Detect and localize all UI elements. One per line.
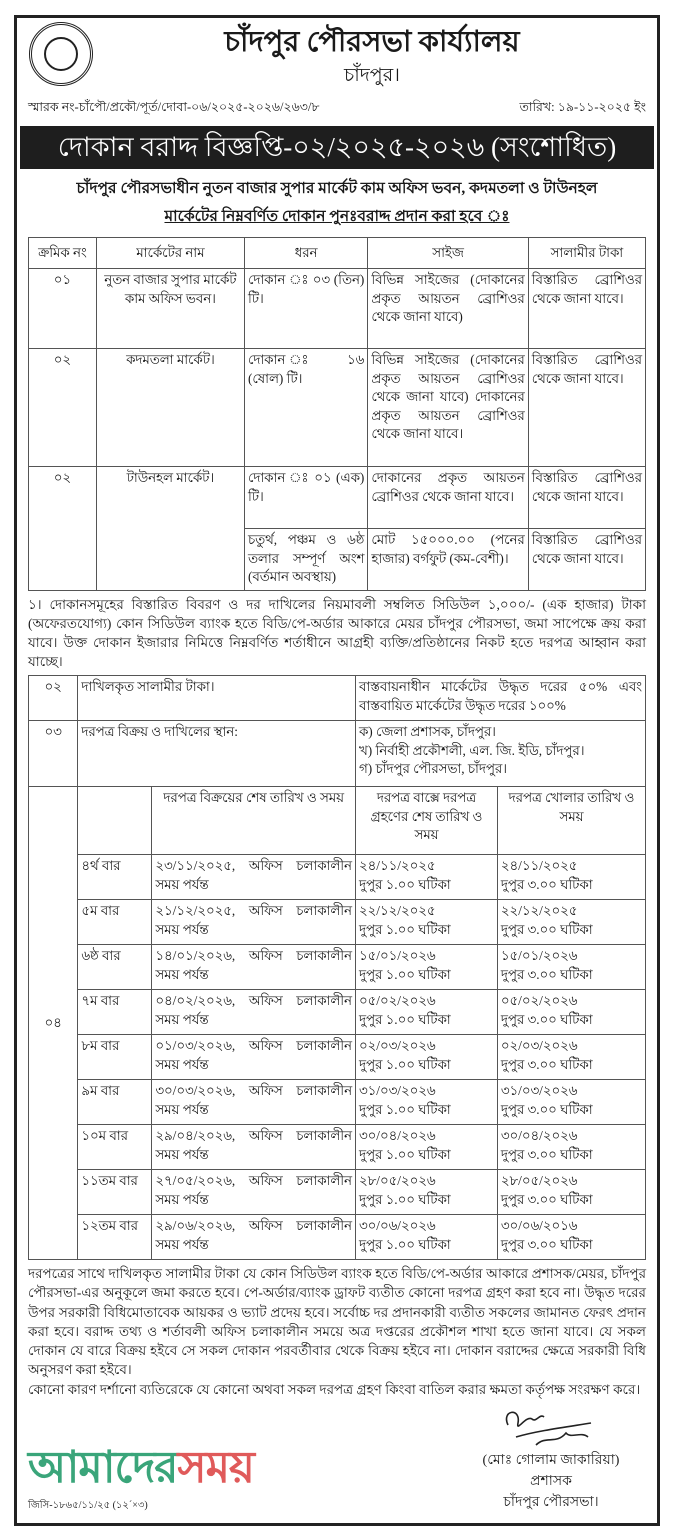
opening-cell [497,1215,645,1260]
sale-deadline-cell: ২১/১২/২০২৫, অফিস চলাকালীন সময় পর্যন্ত [152,900,356,945]
type-cell: দোকান ঃ ০৩ (তিন) টি। [244,269,367,349]
table-row [29,467,646,529]
receive-deadline-cell [356,945,498,990]
schedule-row [29,855,646,900]
label-cell: দাখিলকৃত সালামীর টাকা। [78,676,356,721]
signatory-name: (মোঃ গোলাম জাকারিয়া) [482,1453,620,1469]
receive-deadline-cell [356,1125,498,1170]
tender-terms-table [28,675,646,1260]
size-cell: বিভিন্ন সাইজের (দোকানের প্রকৃত আয়তন ব্রোশিওর থেকে জানা যাবে) [368,269,528,349]
receive-date: ২৮/০৫/২০২৬ [359,1173,436,1188]
opening-time: দুপুর ৩.০০ ঘটিকা [500,1236,593,1252]
place-item: খ) নির্বাহী প্রকৌশলী, এল. জি. ইডি, চাঁদপুর। [359,742,585,758]
opening-time: দুপুর ৩.০০ ঘটিকা [500,1191,593,1207]
schedule-row [29,1170,646,1215]
schedule-body [29,787,646,1260]
table-row [29,676,646,721]
receive-deadline-header: দরপত্র বাক্সে দরপত্র গ্রহণের শেষ তারিখ ও সময় [356,787,498,855]
table-row [29,349,646,467]
receive-date: ২২/১২/২০২৫ [359,903,436,918]
signatory-designation: প্রশাসক [530,1474,572,1490]
opening-cell [497,945,645,990]
round-cell: ১২তম বার [78,1215,152,1260]
opening-cell [497,1125,645,1170]
type-cell: চতুর্থ, পঞ্চম ও ৬ষ্ঠ তলার সম্পূর্ণ অংশ (বর্তমান অবস্থায়) [244,529,367,591]
opening-cell [497,900,645,945]
market-name-cell: কদমতলা মার্কেট। [96,349,244,467]
sale-deadline-cell: ১৪/০১/২০২৬, অফিস চলাকালীন সময় পর্যন্ত [152,945,356,990]
salami-cell: বিস্তারিত ব্রোশিওর থেকে জানা যাবে। [528,269,645,349]
size-cell: দোকানের প্রকৃত আয়তন ব্রোশিওর থেকে জানা যাবে। [368,467,528,529]
opening-date: ১৫/০১/২০২৬ [500,948,578,963]
places-cell [356,721,646,787]
sale-deadline-header: দরপত্র বিক্রয়ের শেষ তারিখ ও সময় [152,787,356,855]
type-cell: দোকান ঃ ১৬ (ষোল) টি। [244,349,367,467]
opening-time: দুপুর ৩.০০ ঘটিকা [500,966,593,982]
market-shops-table [28,237,646,591]
round-header-cell [78,787,152,855]
receive-time: দুপুর ১.০০ ঘটিকা [359,1011,451,1027]
salami-cell: বিস্তারিত ব্রোশিওর থেকে জানা যাবে। [528,467,645,529]
receive-time: দুপুর ১.০০ ঘটিকা [359,1056,451,1072]
watermark-part-1: আমাদের [28,1443,178,1493]
receive-time: দুপুর ১.০০ ঘটিকা [359,1236,451,1252]
opening-time: দুপুর ৩.০০ ঘটিকা [500,876,593,892]
serial-cell: ০১ [29,269,97,349]
sale-deadline-cell: ০৪/০২/২০২৬, অফিস চলাকালীন সময় পর্যন্ত [152,990,356,1035]
receive-date: ০৫/০২/২০২৬ [359,993,436,1008]
salami-cell: বিস্তারিত ব্রোশিওর থেকে জানা যাবে। [528,349,645,467]
opening-time: দুপুর ৩.০০ ঘটিকা [500,1146,593,1162]
intro-text [28,175,646,231]
receive-deadline-cell [356,1170,498,1215]
municipality-seal-logo [29,22,93,86]
notice-border [14,15,660,1526]
office-title: চাঁদপুর পৌরসভা কার্য্যালয় [224,26,520,58]
watermark-part-2: সময় [177,1443,254,1493]
round-cell: ৯ম বার [78,1080,152,1125]
table-header-row [29,238,646,269]
col-salami: সালামীর টাকা [528,238,645,269]
round-cell: ৫ম বার [78,900,152,945]
market-name-cell: টাউনহল মার্কেট। [96,467,244,591]
signatory-block [456,1450,646,1513]
newspaper-watermark [28,1441,254,1495]
serial-cell: ০২ [29,676,78,721]
signatory-office: চাঁদপুর পৌরসভা। [503,1495,599,1511]
bottom-left [28,1441,254,1513]
bottom-section [28,1405,646,1513]
serial-cell: ০৪ [29,787,78,1260]
authority-paragraph: কোনো কারণ দর্শানো ব্যতিরেকে যে কোনো অথবা সকল দরপত্র গ্রহণ কিংবা বাতিল করার ক্ষমতা কর্তৃপক্ষ সংরক্ষণ করে। [28,1381,641,1397]
sale-deadline-cell: ২৭/০৫/২০২৬, অফিস চলাকালীন সময় পর্যন্ত [152,1170,356,1215]
salami-cell: বিস্তারিত ব্রোশিওর থেকে জানা যাবে। [528,529,645,591]
opening-cell [497,1080,645,1125]
opening-date: ০২/০৩/২০২৬ [500,1038,578,1053]
table-row [29,721,646,787]
schedule-row [29,900,646,945]
receive-deadline-cell [356,1035,498,1080]
schedule-row [29,945,646,990]
value-cell: বাস্তবায়নাধীন মার্কেটের উদ্ধৃত দরের ৫০% এবং বাস্তবায়িত মার্কেটের উদ্ধৃত দরের ১০০% [356,676,646,721]
memo-number: স্মারক নং-চাঁপৌ/প্রকৌ/পূর্ত/দোবা-০৬/২০২৫-২০২৬/২৬৩/৮ [28,100,320,114]
intro-line-1: চাঁদপুর পৌরসভাধীন নুতন বাজার সুপার মার্কেট কাম অফিস ভবন, কদমতলা ও টাউনহল [76,180,598,197]
schedule-row [29,1080,646,1125]
receive-time: দুপুর ১.০০ ঘটিকা [359,1146,451,1162]
sale-deadline-cell: ২৯/০৪/২০২৬, অফিস চলাকালীন সময় পর্যন্ত [152,1125,356,1170]
receive-deadline-cell [356,990,498,1035]
opening-date: ৩১/০৩/২০২৬ [500,1083,578,1098]
round-cell: ১১তম বার [78,1170,152,1215]
schedule-row [29,1125,646,1170]
serial-cell: ০২ [29,467,97,591]
gd-code: জিসি-১৮৬৫/১১/২৫ (১২´×৩) [28,1500,148,1512]
receive-date: ৩১/০৩/২০২৬ [359,1083,436,1098]
opening-cell [497,855,645,900]
col-serial: ক্রমিক নং [29,238,97,269]
receive-date: ১৫/০১/২০২৬ [359,948,436,963]
sale-deadline-cell: ৩০/০৩/২০২৬, অফিস চলাকালীন সময় পর্যন্ত [152,1080,356,1125]
receive-deadline-cell [356,900,498,945]
sale-deadline-cell: ২৩/১১/২০২৫, অফিস চলাকালীন সময় পর্যন্ত [152,855,356,900]
signature [496,1405,606,1450]
opening-date: ২৪/১১/২০২৫ [500,858,578,873]
receive-date: ২৪/১১/২০২৫ [359,858,436,873]
receive-time: দুপুর ১.০০ ঘটিকা [359,876,451,892]
receive-time: দুপুর ১.০০ ঘটিকা [359,1191,451,1207]
receive-time: দুপুর ১.০০ ঘটিকা [359,1101,451,1117]
office-location: চাঁদপুর। [344,65,400,86]
receive-deadline-cell [356,1080,498,1125]
opening-date: ৩০/০৬/২০১৬ [500,1218,578,1233]
col-size: সাইজ [368,238,528,269]
receive-time: দুপুর ১.০০ ঘটিকা [359,966,451,982]
opening-time: দুপুর ৩.০০ ঘটিকা [500,921,593,937]
opening-date: ৩০/০৪/২০২৬ [500,1128,578,1143]
label-cell: দরপত্র বিক্রয় ও দাখিলের স্থান: [78,721,356,787]
sale-deadline-cell: ২৯/০৬/২০২৬, অফিস চলাকালীন সময় পর্যন্ত [152,1215,356,1260]
serial-cell: ০৩ [29,721,78,787]
opening-time: দুপুর ৩.০০ ঘটিকা [500,1011,593,1027]
opening-date: ২২/১২/২০২৫ [500,903,578,918]
opening-date: ২৮/০৫/২০২৬ [500,1173,578,1188]
market-name-cell: নুতন বাজার সুপার মার্কেট কাম অফিস ভবন। [96,269,244,349]
col-market-name: মার্কেটের নাম [96,238,244,269]
size-cell: বিভিন্ন সাইজের (দোকানের প্রকৃত আয়তন ব্রোশিওর থেকে জানা যাবে) দোকানের প্রকৃত আয়তন ব্রোশিওর থেকে জানা যাবে। [368,349,528,467]
notice-banner-title: দোকান বরাদ্দ বিজ্ঞপ্তি-০২/২০২৫-২০২৬ (সংশোধিত) [20,126,654,169]
opening-date: ০৫/০২/২০২৬ [500,993,578,1008]
receive-date: ০২/০৩/২০২৬ [359,1038,436,1053]
signatory-area [456,1405,646,1513]
place-item: ক) জেলা প্রশাসক, চাঁদপুর। [359,724,496,739]
round-cell: ৭ম বার [78,990,152,1035]
place-item: গ) চাঁদপুর পৌরসভা, চাঁদপুর। [359,761,507,776]
opening-time: দুপুর ৩.০০ ঘটিকা [500,1101,593,1117]
size-cell: মোট ১৫০০০.০০ (পনের হাজার) বর্গফুট (কম-বেশী)। [368,529,528,591]
receive-deadline-cell [356,855,498,900]
round-cell: ১০ম বার [78,1125,152,1170]
sale-deadline-cell: ০১/০৩/২০২৬, অফিস চলাকালীন সময় পর্যন্ত [152,1035,356,1080]
receive-deadline-cell [356,1215,498,1260]
schedule-row [29,1215,646,1260]
opening-cell [497,990,645,1035]
table-row [29,269,646,349]
opening-time: দুপুর ৩.০০ ঘটিকা [500,1056,593,1072]
notice-date: তারিখ: ১৯-১১-২০২৫ ইং [519,100,646,114]
notice-header [28,18,646,122]
schedule-purchase-paragraph: ১। দোকানসমূহের বিস্তারিত বিবরণ ও দর দাখিলের নিয়মাবলী সম্বলিত সিডিউল ১,০০০/- (এক হাজার) টাকা (অফেরতযোগ্য) কোন সিডিউল ব্যাংক হতে বিডি/পে-অর্ডার আকারে মেয়র চাঁদপুর পৌরসভা, জমা সাপেক্ষে ক্রয় করা যাবে। উক্ত দোকান ইজারার নিমিত্তে নিম্নবর্ণিত শর্তাধীনে আগ্রহী ব্যক্তি/প্রতিষ্ঠানের নিকট হতে দরপত্র আহ্বান করা যাচ্ছে। [28,597,646,669]
round-cell: ৪র্থ বার [78,855,152,900]
receive-time: দুপুর ১.০০ ঘটিকা [359,921,451,937]
conditions-paragraph: দরপত্রের সাথে দাখিলকৃত সালামীর টাকা যে কোন সিডিউল ব্যাংক হতে বিডি/পে-অর্ডার আকারে প্রশাসক/মেয়র, চাঁদপুর পৌরসভা-এর অনুকূলে জমা করতে হবে। পে-অর্ডার/ব্যাংক ড্রাফট ব্যতীত কোনো দরপত্র গ্রহণ করা হবে না। উদ্ধৃত দরের উপর সরকারী বিধিমোতাবেক আয়কর ও ভ্যাট প্রদেয় হবে। সর্বোচ্চ দর প্রদানকারী ব্যতীত সকলের জামানত ফেরৎ প্রদান করা হবে। বরাদ্দ তথ্য ও শর্তাবলী অফিস চলাকালীন সময়ে অত্র দপ্তরের প্রকৌশল শাখা হতে জানা যাবে। যে সকল দোকান যে বারে বিক্রয় হইবে সে সকল দোকান পরবর্তীবার থেকে বিক্রয় হইবে না। দোকান বরাদ্দের ক্ষেত্রে সরকারী বিধি অনুসরণ করা হইবে। [28,1266,646,1378]
opening-header: দরপত্র খোলার তারিখ ও সময় [497,787,645,855]
type-cell: দোকান ঃ ০১ (এক) টি। [244,467,367,529]
col-type: ধরন [244,238,367,269]
round-cell: ৬ষ্ঠ বার [78,945,152,990]
schedule-row [29,990,646,1035]
opening-cell [497,1035,645,1080]
receive-date: ৩০/০৬/২০২৬ [359,1218,436,1233]
round-cell: ৮ম বার [78,1035,152,1080]
serial-cell: ০২ [29,349,97,467]
opening-cell [497,1170,645,1215]
schedule-row [29,1035,646,1080]
receive-date: ৩০/০৪/২০২৬ [359,1128,436,1143]
intro-line-2: মার্কেটের নিম্নবর্ণিত দোকান পুনঃবরাদ্দ প্রদান করা হবে ঃ [164,208,510,225]
footer-conditions [28,1264,646,1399]
schedule-header-row [29,787,646,855]
